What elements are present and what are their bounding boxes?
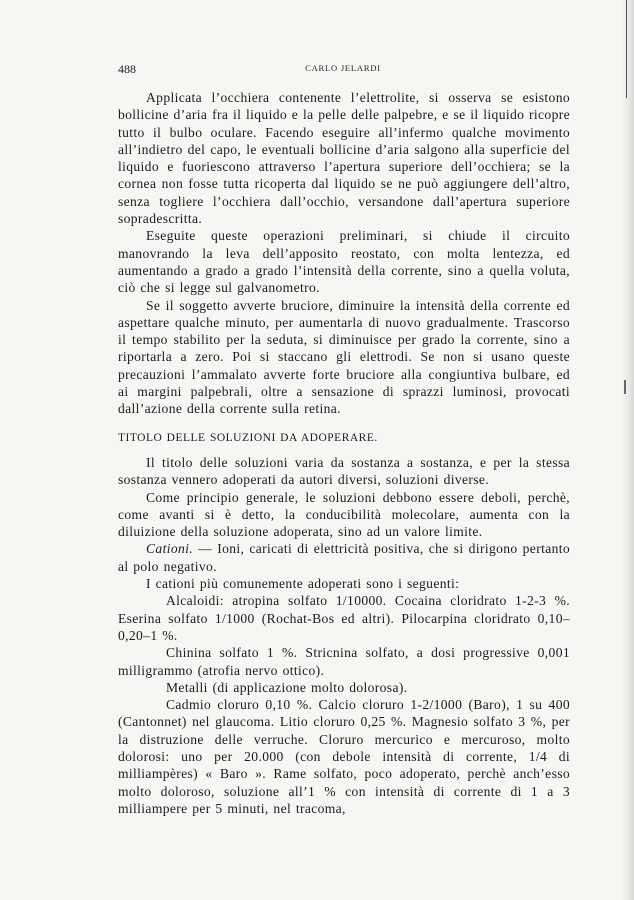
running-title: CARLO JELARDI [305,63,381,73]
paragraph-occhiera: Applicata l’occhiera contenente l’elettrolite, si osserva se esistono bollicine d’aria fra il liquido e la pelle delle palpebre, e se il liquido ricopre tutto il bulbo oculare. Facendo eseguire all’infermo qualche movimento all’indietro del capo, le eventuali bollicine d’aria salgono alla superficie del liquido e fuoriescono attraverso l’apertura superiore dell’occhiera; se la cornea non fosse tutta ricoperta dal liquido se ne può aggiungere dell’altro, senza togliere l’occhiera dall’occhio, versandone dall’apertura superiore sopradescritta. [118,90,570,227]
page-edge-line [626,0,627,98]
list-item-alcaloidi: Alcaloidi: atropina solfato 1/10000. Cocaina cloridrato 1-2-3 %. Eserina solfato 1/1000 (Rochat-Bos ed altri). Pilocarpina cloridrato 0,10–0,20–1 %. [118,593,570,643]
paragraph-operazioni: Eseguite queste operazioni preliminari, si chiude il circuito manovrando la leva dell’apposito reostato, con molta lentezza, ed aumentando a grado a grado l’intensità della corrente, sino a quella voluta, ciò che si legge sul galvanometro. [118,228,570,296]
page-edge-shadow [620,0,634,900]
page-number: 488 [118,62,136,76]
cationi-text: — Ioni, caricati di elettricità positiva, che si dirigono pertanto al polo negativo. [118,541,570,574]
section-heading: TITOLO DELLE SOLUZIONI DA ADOPERARE. [118,431,378,444]
page-edge-mark [624,380,626,394]
list-item-chinina: Chinina solfato 1 %. Stricnina solfato, a dosi progressive 0,001 milligrammo (atrofia nervo ottico). [118,645,570,678]
paragraph-cationi [118,540,570,575]
paragraph-titolo: Il titolo delle soluzioni varia da sostanza a sostanza, e per la stessa sostanza vennero adoperati da autori diversi, soluzioni diverse. [118,454,570,488]
list-item-cadmio: Cadmio cloruro 0,10 %. Calcio cloruro 1-2/1000 (Baro), 1 su 400 (Cantonnet) nel glaucoma. Litio cloruro 0,25 %. Magnesio solfato 3 %, per la distruzione delle verruche. Cloruro mercurico e mercuroso, molto dolorosi: uno per 20.000 (con debole intensità di corrente, 1/4 di milliampères) « Baro ». Rame solfato, poco adoperato, perchè anch’esso molto doloroso, soluzione all’1 % con intensità di corrente di 1 a 3 milliampere per 5 minuti, nel tracoma, [118,697,570,816]
body-text [118,89,570,817]
paragraph-principio: Come principio generale, le soluzioni debbono essere deboli, perchè, come avanti si è detto, la conducibilità molecolare, aumenta con la diluizione della soluzione adoperata, sino ad un valore limite. [118,489,570,540]
list-item-metalli: Metalli (di applicazione molto dolorosa). [166,679,408,695]
paragraph-bruciore: Se il soggetto avverte bruciore, diminuire la intensità della corrente ed aspettare qualche minuto, per aumentarla di nuovo gradualmente. Trascorso il tempo stabilito per la seduta, si diminuisce per grado la corrente, sino a riportarla a zero. Poi si staccano gli elettrodi. Se non si usano queste precauzioni l’ammalato avverte forte bruciore alla congiuntiva bulbare, ed ai margini palpebrali, oltre a sensazione di sprazzi luminosi, provocati dall’azione della corrente sulla retina. [118,297,570,417]
cationi-label: Cationi. [146,541,193,557]
running-head [118,62,568,78]
paragraph-cationi-intro: I cationi più comunemente adoperati sono i seguenti: [146,576,460,592]
